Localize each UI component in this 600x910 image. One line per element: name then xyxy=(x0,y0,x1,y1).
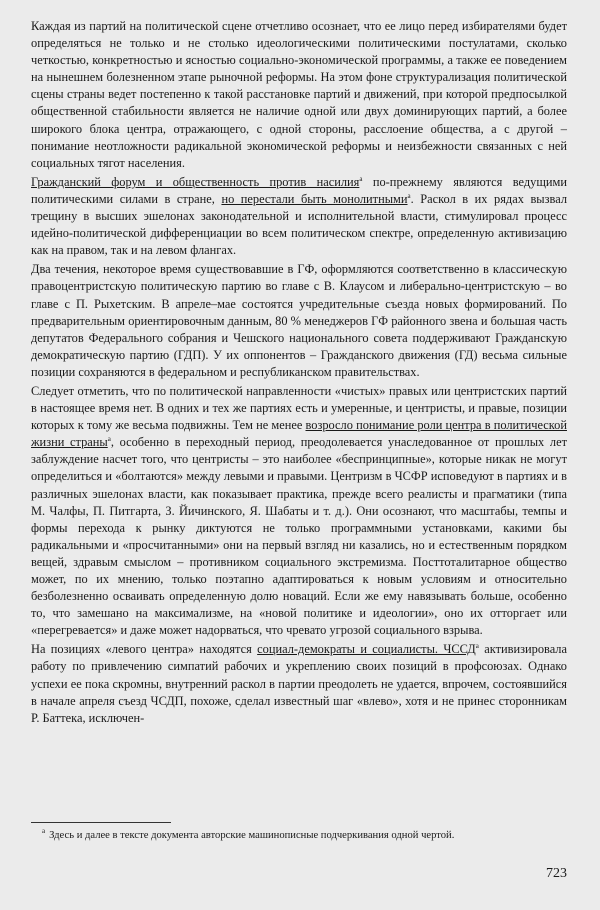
footnote xyxy=(42,829,567,843)
footnote-marker: а xyxy=(42,827,46,836)
text-run: по-прежнему являются ведущими политическими силами в стране, xyxy=(31,174,567,206)
text-run: . Раскол в их рядах вызвал трещину в высших эшелонах законодательной и исполнительной власти, стимулировал процесс идейно-политической дифференциации во всем политическом спектре, определенную активизацию как на правом, так и на левом флангах. xyxy=(31,191,568,258)
underlined-phrase: социал-демократы и социалисты. ЧССД xyxy=(257,642,476,657)
text-run: Каждая из партий на политической сцене отчетливо осознает, что ее лицо перед избирателями будет определяться не только и не столько идеологическими политическими постулатами, сколько четкостью, конкретностью и ясностью социально-экономической программы, а также ее поведением на нынешнем болезненном этапе рыночной реформы. На этом фоне структурализация политической сцены страны ведет постепенно к такой расстановке партий и движений, при которой предпосылкой общественной стабильности является не наличие одной или двух доминирующих партий, а более широкого блока центра, отражающего, с одной стороны, расслоение общества, а с другой – понимание неотложности радикальной экономической реформы и неизбежности связанных с ней социальных тягот населения. xyxy=(31,19,567,170)
footnote-ref: а xyxy=(475,642,479,651)
footnote-ref: а xyxy=(359,174,363,183)
paragraph xyxy=(31,174,567,259)
paragraph xyxy=(31,18,567,172)
footnote-ref: а xyxy=(107,435,111,444)
footnote-divider xyxy=(31,822,171,823)
text-run: активизировала работу по привлечению симпатий рабочих и укреплению своих позиций в профсоюзах. Однако успехи ее пока скромны, внутренний раскол в партии преодолеть не удается, впрочем, состоявшийся в начале апреля съезд ЧСДП, похоже, сделал известный шаг «влево», хотя и не принес сторонникам Р. Баттека, исключен- xyxy=(31,642,567,725)
text-run: Следует отметить, что по политической направленности «чистых» правых или центристских партий в настоящее время нет. В одних и тех же партиях есть и умеренные, и центристы, и правые, позиции которых к тому же весьма подвижны. Тем не менее xyxy=(31,383,567,433)
footnote-ref: а xyxy=(407,191,411,200)
text-run: На позициях «левого центра» находятся xyxy=(31,642,258,657)
underlined-phrase: но перестали быть монолитными xyxy=(221,191,408,206)
underlined-phrase: возросло понимание роли центра в политической жизни страны xyxy=(31,418,567,450)
paragraph xyxy=(31,641,567,726)
footnote-text: Здесь и далее в тексте документа авторские машинописные подчеркивания одной чертой. xyxy=(49,830,455,841)
paragraph xyxy=(31,261,567,381)
body-text xyxy=(31,18,567,727)
text-run: , особенно в переходный период, преодолевается унаследованное от прошлых лет заблуждение насчет того, что центристы – это наиболее «беспринципные», которые никак не могут определиться и «болтаются» между левыми и правыми. Центризм в ЧСФР исповедуют в партиях и в различных эшелонах власти, как показывает практика, прежде всего реалисты и прагматики (типа М. Чалфы, П. Питгарта, З. Йичинского, Я. Шабаты и т. д.). Они осознают, что масштабы, темпы и формы перехода к рынку диктуются не только программными установками, какими бы радикальными и «просчитанными» они на первый взгляд ни казались, но и естественным порядком вещей, здравым смыслом – противником социального экстремизма. Посттоталитарное общество может, по их мнению, только поэтапно адаптироваться к новым условиям и относительно безболезненно осваивать определенную долю новаций. Если же ему навязывать больше, особенно то, что замешано на максимализме, на «новой политике и идеологии», оно их отторгает или «перегревается» и даже может надорваться, что чревато угрозой социального взрыва. xyxy=(31,435,567,638)
text-run: Два течения, некоторое время существовавшие в ГФ, оформляются соответственно в классическую правоцентристскую политическую партию во главе с В. Клаусом и либерально-центристскую – во главе с П. Рыхетским. В апреле–мае состоятся учредительные съезда новых формирований. По предварительным ориентировочным данным, 80 % менеджеров ГФ районного звена и большая часть депутатов Федерального собрания и Чешского национального совета поддерживают Гражданскую демократическую партию (ГДП). У их оппонентов – Гражданского движения (ГД) весьма сильные позиции сохраняются в федеральном и республиканском правительствах. xyxy=(31,262,567,379)
underlined-phrase: Гражданский форум и общественность против насилия xyxy=(31,174,360,189)
page-number: 723 xyxy=(546,866,567,881)
paragraph xyxy=(31,383,567,639)
